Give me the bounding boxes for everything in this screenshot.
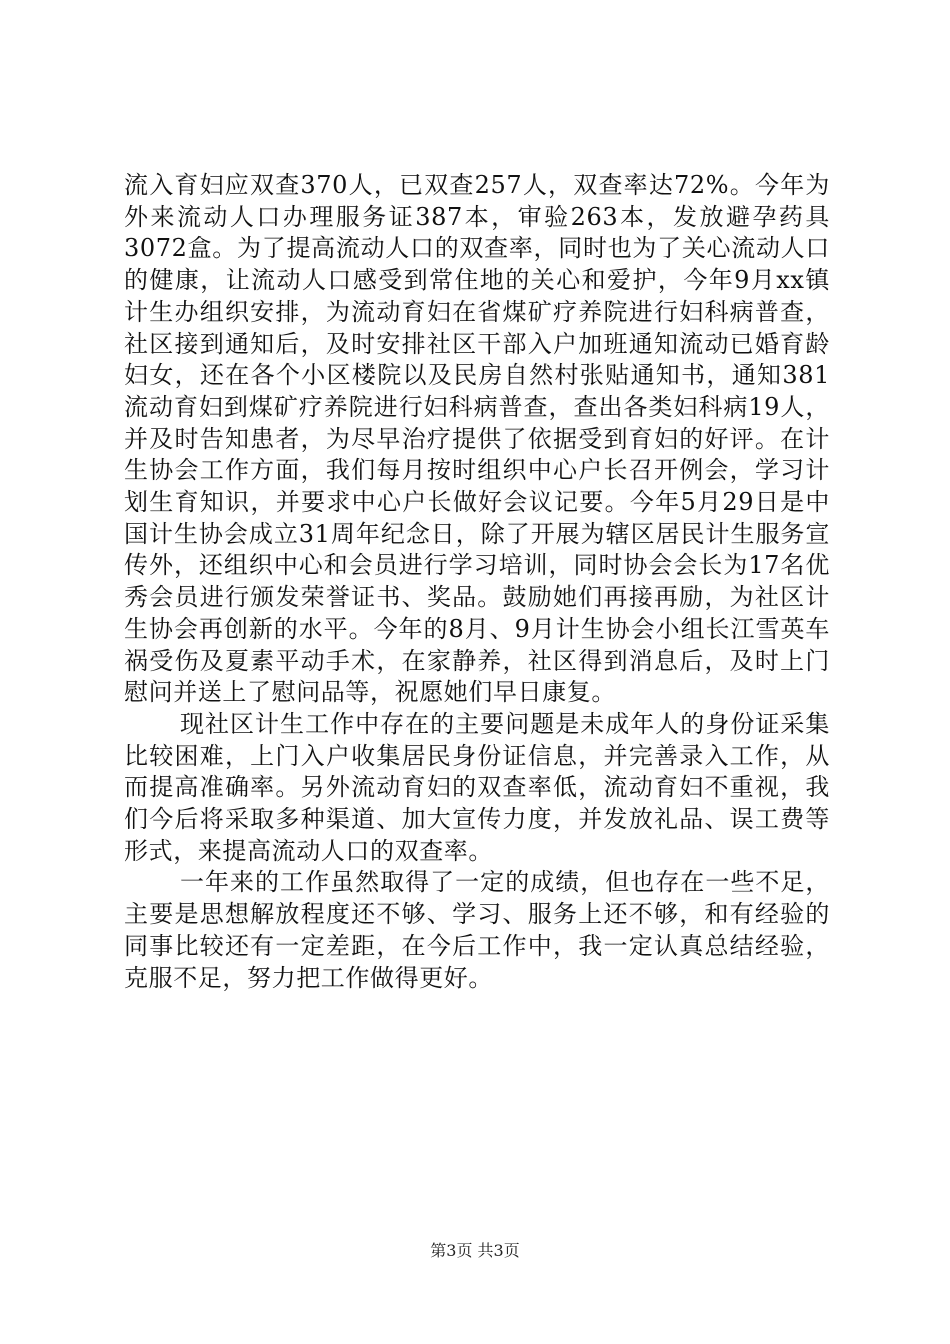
page-number-label: 第3页 共3页 — [430, 1241, 520, 1260]
document-body — [124, 170, 830, 994]
page-footer — [0, 1241, 950, 1261]
paragraph-1: 流入育妇应双查370人，已双查257人，双查率达72%。今年为外来流动人口办理服务证387本，审验263本，发放避孕药具3072盒。为了提高流动人口的双查率，同时也为了关心流动人口的健康，让流动人口感受到常住地的关心和爱护，今年9月xx镇计生办组织安排，为流动育妇在省煤矿疗养院进行妇科病普查，社区接到通知后，及时安排社区干部入户加班通知流动已婚育龄妇女，还在各个小区楼院以及民房自然村张贴通知书，通知381流动育妇到煤矿疗养院进行妇科病普查，查出各类妇科病19人，并及时告知患者，为尽早治疗提供了依据受到育妇的好评。在计生协会工作方面，我们每月按时组织中心户长召开例会，学习计划生育知识，并要求中心户长做好会议记要。今年5月29日是中国计生协会成立31周年纪念日，除了开展为辖区居民计生服务宣传外，还组织中心和会员进行学习培训，同时协会会长为17名优秀会员进行颁发荣誉证书、奖品。鼓励她们再接再励，为社区计生协会再创新的水平。今年的8月、9月计生协会小组长江雪英车祸受伤及夏素平动手术，在家静养，社区得到消息后，及时上门慰问并送上了慰问品等，祝愿她们早日康复。 — [124, 171, 830, 707]
paragraph-2: 现社区计生工作中存在的主要问题是未成年人的身份证采集比较困难，上门入户收集居民身份证信息，并完善录入工作，从而提高准确率。另外流动育妇的双查率低，流动育妇不重视，我们今后将采取多种渠道、加大宣传力度，并发放礼品、误工费等形式，来提高流动人口的双查率。 — [124, 709, 830, 865]
paragraph-3: 一年来的工作虽然取得了一定的成绩，但也存在一些不足，主要是思想解放程度还不够、学习、服务上还不够，和有经验的同事比较还有一定差距，在今后工作中，我一定认真总结经验，克服不足，努力把工作做得更好。 — [124, 868, 830, 992]
